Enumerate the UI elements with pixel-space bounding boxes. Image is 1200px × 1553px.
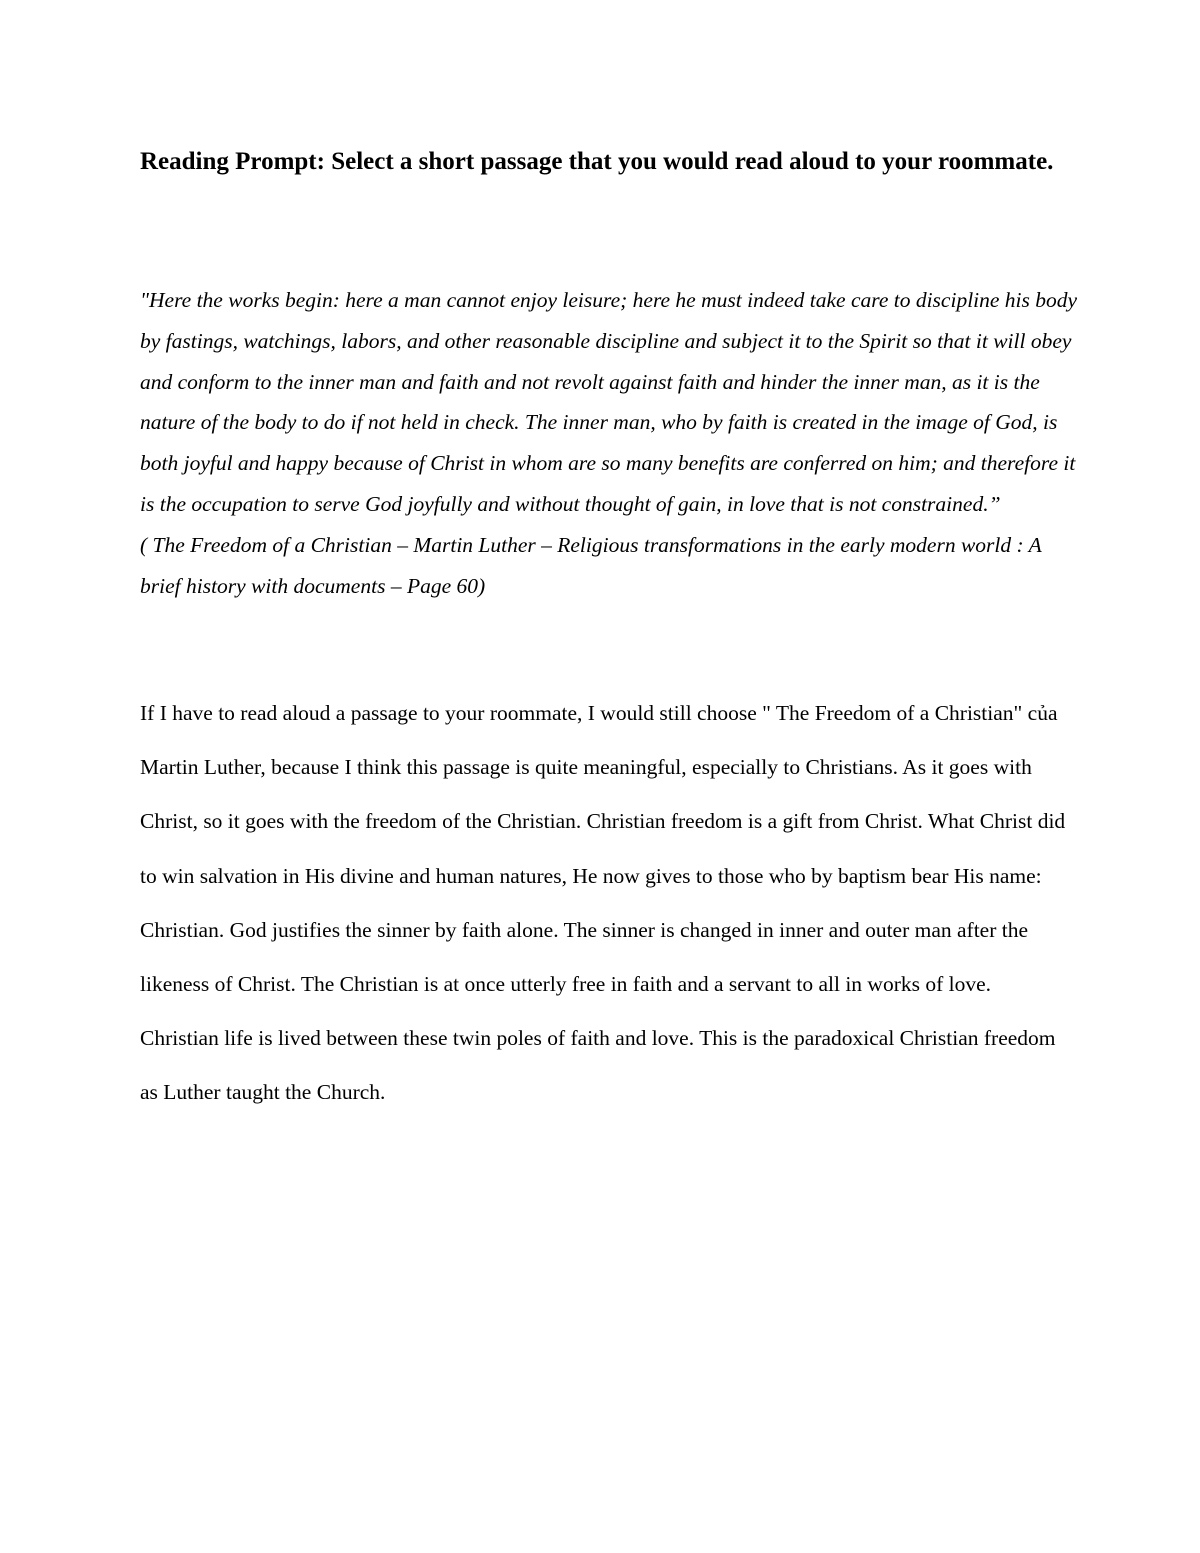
response-paragraph: If I have to read aloud a passage to your roommate, I would still choose " The Freedom of a Christian" của Martin Luther, because I think this passage is quite meaningful, especially to Christians. As it goes with Christ, so it goes with the freedom of the Christian. Christian freedom is a gift from Christ. What Christ did to win salvation in His divine and human natures, He now gives to those who by baptism bear His name: Christian. God justifies the sinner by faith alone. The sinner is changed in inner and outer man after the likeness of Christ. The Christian is at once utterly free in faith and a servant to all in works of love. Christian life is lived between these twin poles of faith and love. This is the paradoxical Christian freedom as Luther taught the Church. — [140, 701, 1066, 1105]
quote-citation: ( The Freedom of a Christian – Martin Luther – Religious transformations in the early modern world : A brief history with documents – Page 60) — [140, 532, 1042, 598]
quote-text: "Here the works begin: here a man cannot enjoy leisure; here he must indeed take care to discipline his body by fastings, watchings, labors, and other reasonable discipline and subject it to the Spirit so that it will obey and conform to the inner man and faith and not revolt against faith and hinder the inner man, as it is the nature of the body to do if not held in check. The inner man, who by faith is created in the image of God, is both joyful and happy because of Christ in whom are so many benefits are conferred on him; and therefore it is the occupation to serve God joyfully and without thought of gain, in love that is not constrained.” — [140, 288, 1078, 516]
quoted-passage — [140, 280, 1080, 606]
reading-prompt-heading: Reading Prompt: Select a short passage that you would read aloud to your roommate. — [140, 148, 1054, 175]
